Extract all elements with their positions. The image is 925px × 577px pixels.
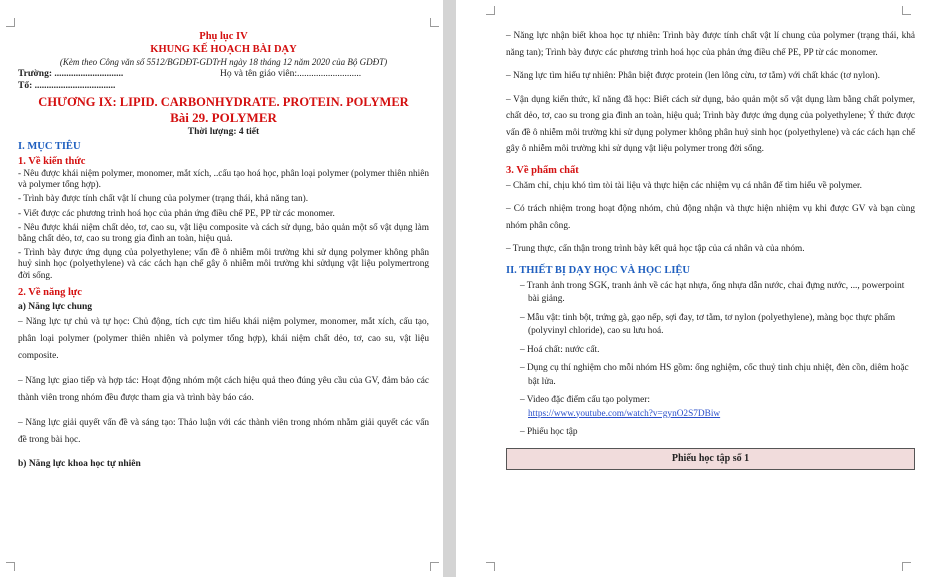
document-page-left bbox=[0, 0, 443, 577]
knowledge-item: - Viết được các phương trình hoá học của phản ứng điều chế PE, PP từ các monomer. bbox=[18, 208, 335, 219]
subsection-general: a) Năng lực chung bbox=[18, 301, 93, 312]
knowledge-item: - Nêu được khái niệm chất dẻo, tơ, cao su, vật liệu composite và cách sử dụng, bảo quản một số vật dụng làm bằng chất dẻo, tơ, cao su trong gia đình an toàn, hiệu quả. bbox=[18, 222, 429, 245]
crop-mark bbox=[430, 18, 439, 27]
knowledge-item: - Trình bày được ứng dụng của polyethylene; vấn đề ô nhiễm môi trường khi sử dụng polymer không phân huỷ sinh học (polyethylene) và các cách hạn chế gây ô nhiễm môi trường khi sửdụng vật liệu polymertrong đời sống. bbox=[18, 248, 429, 281]
duration: Thời lượng: 4 tiết bbox=[187, 127, 260, 137]
school-field: Trường: ............................. bbox=[18, 69, 124, 79]
science-item: – Vận dụng kiến thức, kĩ năng đã học: Biết cách sử dụng, bảo quản một số vật dụng làm bằng chất polymer, chất dẻo, tơ, cao su trong gia đình an toàn, hiệu quả; Trình bày được ứng dụng của polyethylene; Ý thức được vấn đề ô nhiễm môi trường khi sử dụng polymer không phân huỷ sinh học (polyethylene) và các cách hạn chế gây ô nhiễm môi trường khi sử dụng vật liệu polymer trong đời sống. bbox=[506, 94, 915, 154]
quality-item: – Có trách nhiệm trong hoạt động nhóm, chủ động nhận và thực hiện nhiệm vụ khi được GV và bạn cùng nhóm phân công. bbox=[506, 204, 915, 231]
knowledge-item: - Trình bày được tính chất vật lí chung của polymer (trạng thái, khả năng tan). bbox=[18, 194, 309, 205]
quality-item: – Chăm chỉ, chịu khó tìm tòi tài liệu và thực hiện các nhiệm vụ cá nhân để tìm hiểu về polymer. bbox=[506, 180, 862, 191]
crop-mark bbox=[902, 562, 911, 571]
appendix-label: Phụ lục IV bbox=[199, 31, 248, 42]
meta-row bbox=[18, 68, 429, 80]
document-title: KHUNG KẾ HOẠCH BÀI DẠY bbox=[150, 44, 297, 55]
science-item: – Năng lực nhận biết khoa học tự nhiên: Trình bày được tính chất vật lí chung của polymer (trạng thái, khả năng tan); Trình bày được các phương trình hoá học của phản ứng điều chế PE, PP từ các monomer. bbox=[506, 31, 915, 58]
worksheet-table-header: Phiếu học tập số 1 bbox=[506, 448, 915, 470]
lesson-title: Bài 29. POLYMER bbox=[170, 110, 277, 125]
teacher-field: Họ và tên giáo viên:........................... bbox=[220, 69, 362, 79]
crop-mark bbox=[486, 562, 495, 571]
video-label: – Video đặc điểm cấu tạo polymer: bbox=[520, 395, 650, 405]
section-objectives: I. MỤC TIÊU bbox=[18, 141, 81, 152]
crop-mark bbox=[6, 562, 15, 571]
equipment-item: – Mẫu vật: tinh bột, trứng gà, gạo nếp, sợi đay, tơ tằm, tơ nylon (polyethylene), màng bọc thực phẩm (polyvinyl chloride), cao su lưu hoá. bbox=[520, 312, 896, 336]
competency-item: – Năng lực giao tiếp và hợp tác: Hoạt động nhóm một cách hiệu quả theo đúng yêu cầu của GV, đảm bảo các thành viên trong nhóm đều được tham gia và trình bày báo cáo. bbox=[18, 375, 429, 403]
chapter-title: CHƯƠNG IX: LIPID. CARBONHYDRATE. PROTEIN. POLYMER bbox=[38, 95, 409, 109]
science-item: – Năng lực tìm hiểu tự nhiên: Phân biệt được protein (len lông cừu, tơ tằm) với chất khác (tơ nylon). bbox=[506, 71, 880, 81]
equipment-item bbox=[506, 394, 915, 421]
document-subtitle: (Kèm theo Công văn số 5512/BGDĐT-GDTrH ngày 18 tháng 12 năm 2020 của Bộ GDĐT) bbox=[59, 57, 388, 67]
document-page-right bbox=[456, 0, 925, 577]
section-qualities: 3. Về phẩm chất bbox=[506, 164, 579, 176]
crop-mark bbox=[6, 18, 15, 27]
section-knowledge: 1. Về kiến thức bbox=[18, 156, 86, 167]
team-field: Tổ: .................................. bbox=[18, 81, 116, 91]
equipment-item: – Hoá chất: nước cất. bbox=[520, 344, 600, 355]
section-competency: 2. Về năng lực bbox=[18, 286, 82, 298]
competency-item: – Năng lực giải quyết vấn đề và sáng tạo: Thảo luận với các thành viên trong nhóm nhằm giải quyết các vấn đề trong bài học. bbox=[18, 417, 429, 445]
competency-item: – Năng lực tự chủ và tự học: Chủ động, tích cực tìm hiểu khái niệm polymer, monomer, mắt xích, cấu tạo, phân loại polymer (polymer thiên nhiên và polymer tổng hợp), khái niệm chất dẻo, tơ, cao su, vật liệu composite. bbox=[18, 316, 429, 361]
quality-item: – Trung thực, cẩn thận trong trình bày kết quả học tập của cá nhân và của nhóm. bbox=[506, 244, 805, 254]
crop-mark bbox=[430, 562, 439, 571]
video-link[interactable]: https://www.youtube.com/watch?v=gynO2S7DBiw bbox=[528, 408, 721, 419]
equipment-item: – Phiếu học tập bbox=[520, 427, 578, 437]
knowledge-item: - Nêu được khái niệm polymer, monomer, mắt xích, ..cấu tạo hoá học, phân loại polymer (polymer thiên nhiên và polymer tổng hợp). bbox=[18, 169, 429, 191]
subsection-science: b) Năng lực khoa học tự nhiên bbox=[18, 458, 141, 469]
equipment-item: – Dụng cụ thí nghiệm cho mỗi nhóm HS gồm: ống nghiệm, cốc thuỷ tinh chịu nhiệt, đèn cồn, diêm hoặc bật lửa. bbox=[520, 363, 909, 387]
crop-mark bbox=[486, 6, 495, 15]
crop-mark bbox=[902, 6, 911, 15]
equipment-item: – Tranh ảnh trong SGK, tranh ảnh về các hạt nhựa, ống nhựa dẫn nước, chai đựng nước, ..., powerpoint bài giảng. bbox=[520, 280, 905, 304]
section-equipment: II. THIẾT BỊ DẠY HỌC VÀ HỌC LIỆU bbox=[506, 264, 690, 276]
